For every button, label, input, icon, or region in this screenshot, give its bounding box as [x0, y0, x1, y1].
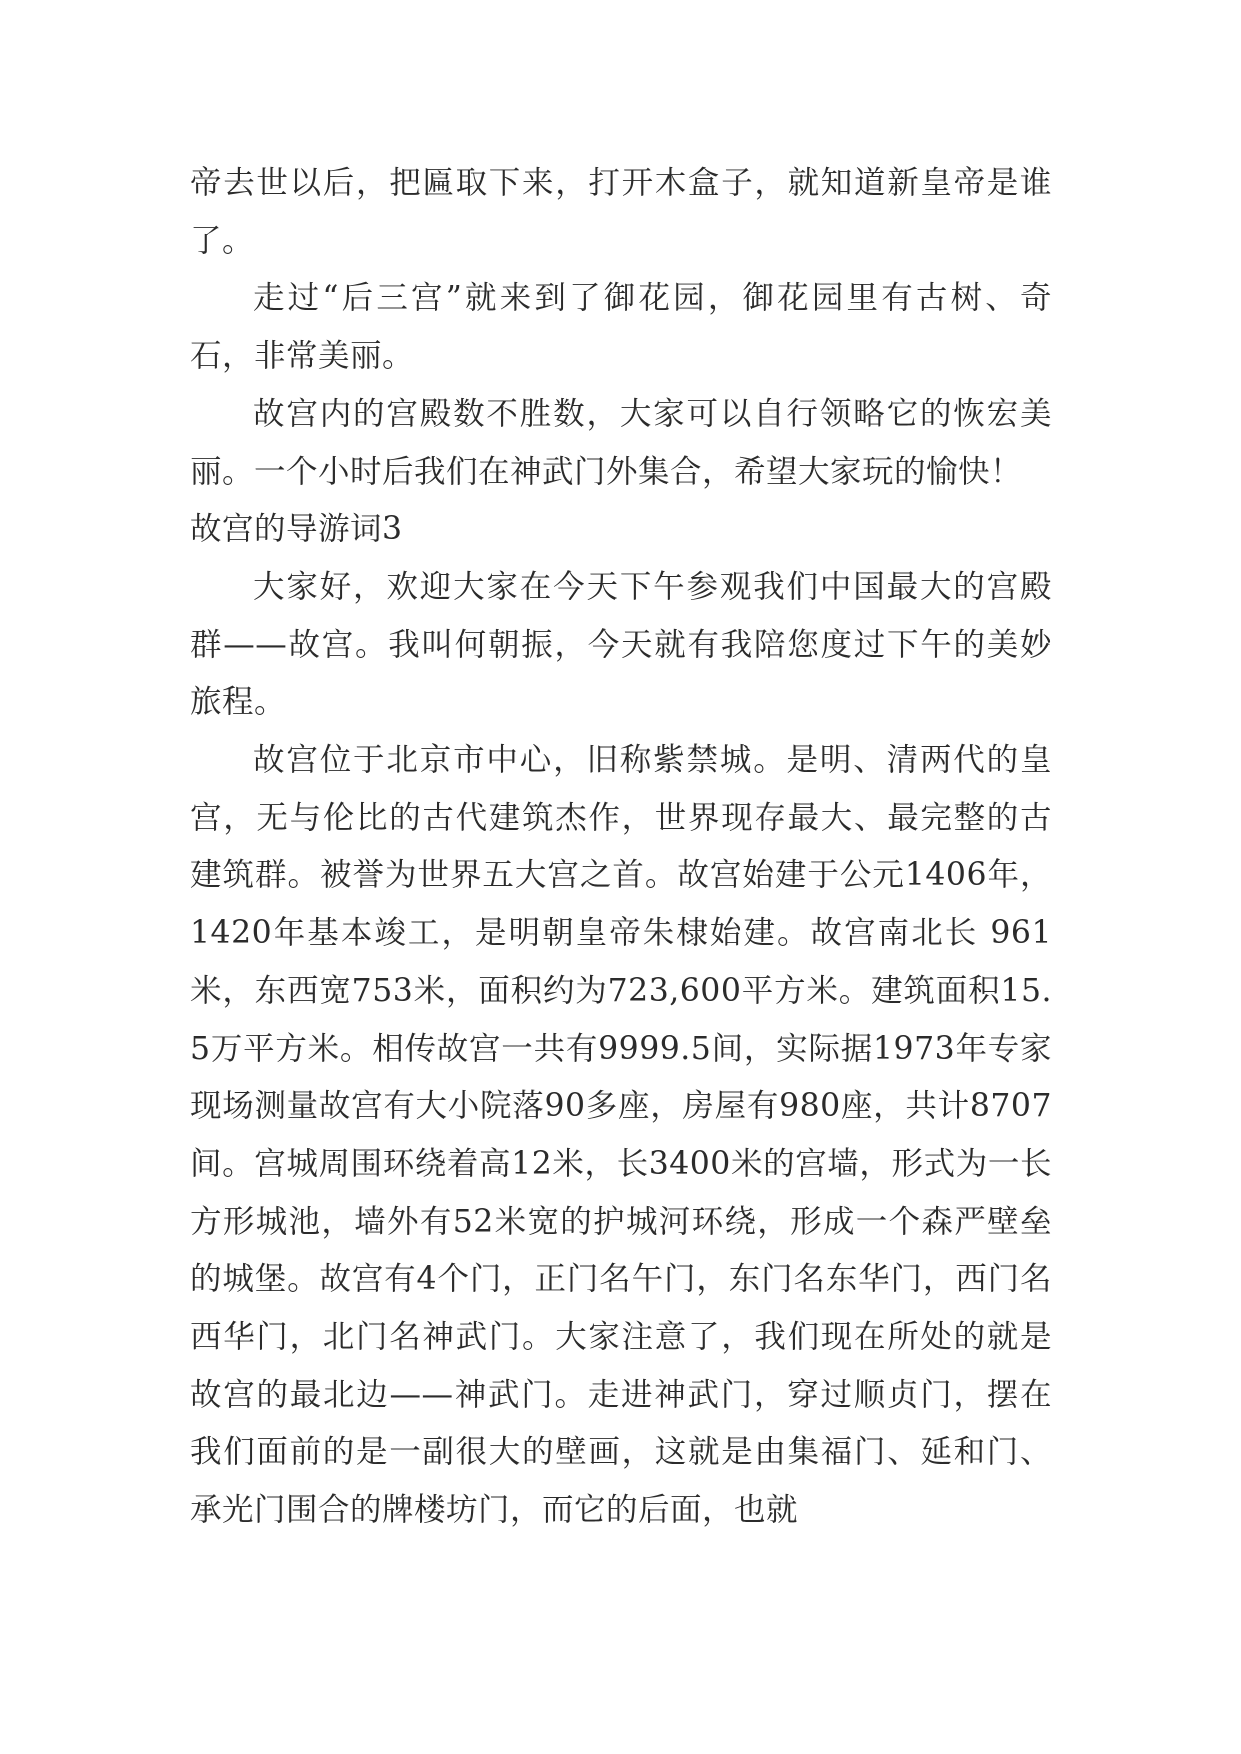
paragraph-imperial-garden: 走过“后三宫”就来到了御花园，御花园里有古树、奇石，非常美丽。	[190, 280, 1052, 375]
paragraph-continuation: 帝去世以后，把匾取下来，打开木盒子，就知道新皇帝是谁了。	[190, 165, 1052, 259]
document-body	[190, 155, 1052, 1540]
paragraph-palace-overview: 故宫位于北京市中心，旧称紫禁城。是明、清两代的皇宫，无与伦比的古代建筑杰作，世界现存最大、最完整的古建筑群。被誉为世界五大宫之首。故宫始建于公元1406年，1420年基本竣工，是明朝皇帝朱棣始建。故宫南北长 961米，东西宽753米，面积约为723,600平方米。建筑面积15.5万平方米。相传故宫一共有9999.5间，实际据1973年专家现场测量故宫有大小院落90多座，房屋有980座，共计8707间。宫城周围环绕着高12米，长3400米的宫墙，形式为一长方形城池，墙外有52米宽的护城河环绕，形成一个森严壁垒的城堡。故宫有4个门，正门名午门，东门名东华门，西门名西华门，北门名神武门。大家注意了，我们现在所处的就是故宫的最北边——神武门。走进神武门，穿过顺贞门，摆在我们面前的是一副很大的壁画，这就是由集福门、延和门、承光门围合的牌楼坊门，而它的后面，也就	[190, 742, 1052, 1529]
paragraph-greeting: 大家好，欢迎大家在今天下午参观我们中国最大的宫殿群——故宫。我叫何朝振，今天就有我陪您度过下午的美妙旅程。	[190, 568, 1052, 721]
section-heading: 故宫的导游词3	[190, 511, 403, 548]
paragraph-closing-remarks: 故宫内的宫殿数不胜数，大家可以自行领略它的恢宏美丽。一个小时后我们在神武门外集合，希望大家玩的愉快！	[190, 395, 1052, 490]
